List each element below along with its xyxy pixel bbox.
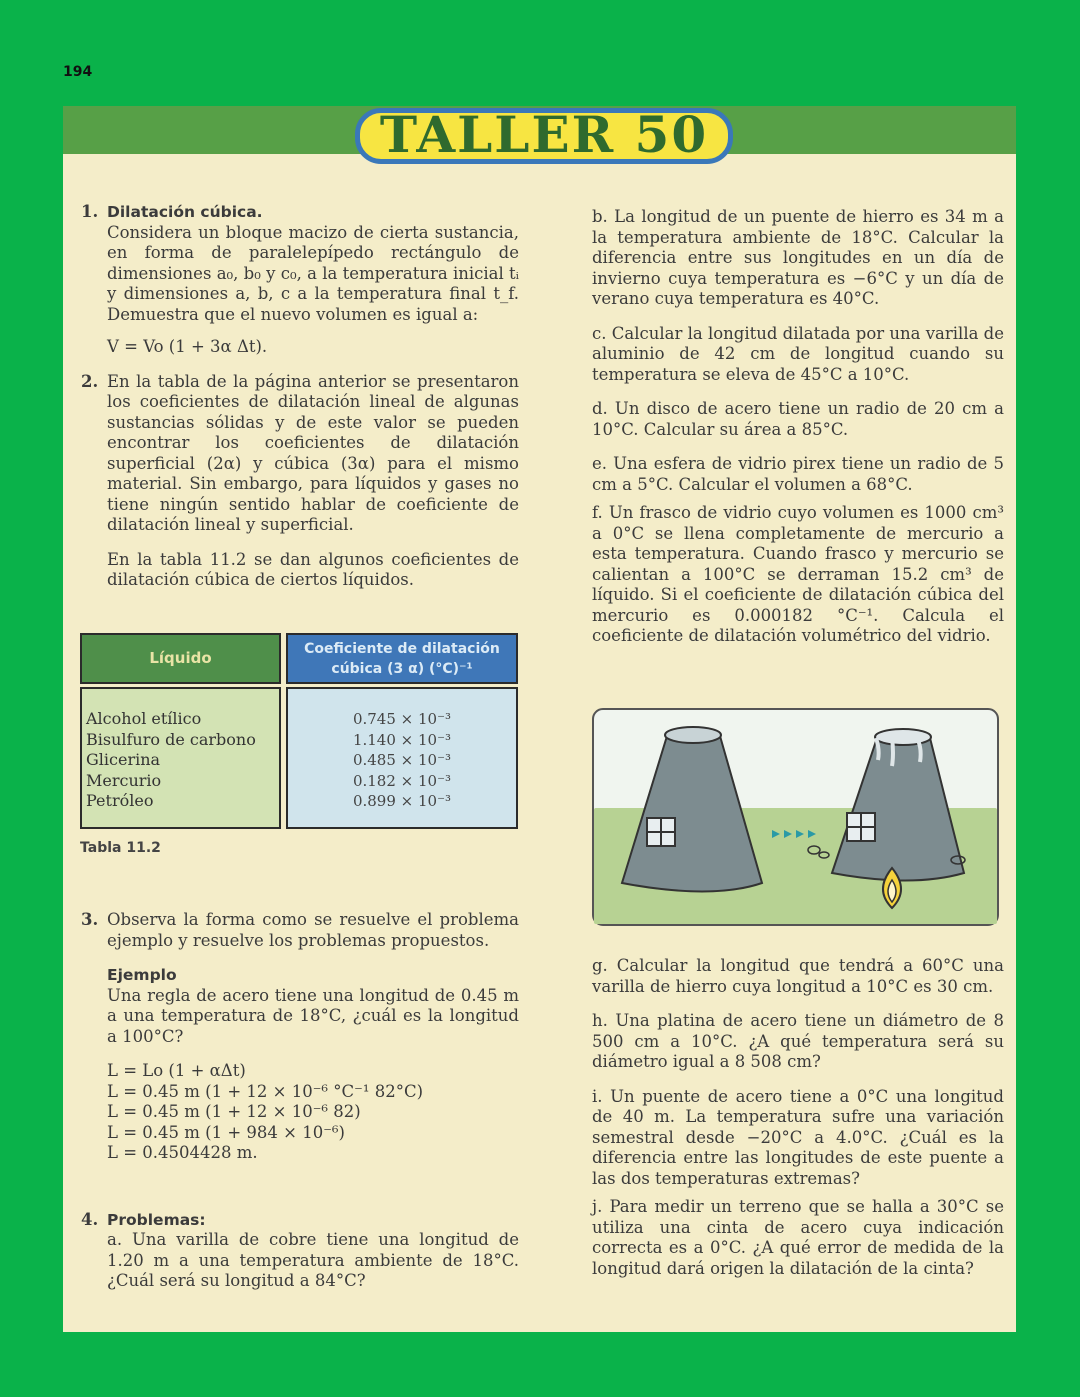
question-3 <box>81 910 519 1164</box>
table-caption: Tabla 11.2 <box>80 840 161 856</box>
flask-illustration <box>592 708 999 926</box>
calc-line: L = 0.45 m (1 + 12 × 10⁻⁶ 82) <box>107 1102 361 1121</box>
table-cell-liquid: Alcohol etílico <box>86 709 202 728</box>
worksheet <box>63 106 1016 1332</box>
example-text: Una regla de acero tiene una longitud de 0.45 m a una temperatura de 18°C, ¿cuál es la longitud a 100°C? <box>107 985 519 1046</box>
problem-b: b. La longitud de un puente de hierro es 34 m a la temperatura ambiente de 18°C. Calcular la diferencia entre sus longitudes en un día de invierno cuya temperatura es −6°C y un día de verano cuya temperatura es 40°C. <box>592 207 1004 308</box>
right-column <box>592 207 1004 647</box>
question-heading: Dilatación cúbica. <box>107 203 263 221</box>
problem-c: c. Calcular la longitud dilatada por una varilla de aluminio de 42 cm de longitud cuando su temperatura se eleva de 45°C a 10°C. <box>592 323 1005 384</box>
question-number: 2. <box>81 371 99 391</box>
question-1 <box>81 202 519 325</box>
question-number: 1. <box>81 202 99 221</box>
question-4 <box>81 1210 519 1292</box>
problem-a: a. Una varilla de cobre tiene una longitud de 1.20 m a una temperatura ambiente de 18°C. ¿Cuál será su longitud a 84°C? <box>107 1230 519 1290</box>
table-cell-liquid: Mercurio <box>86 770 162 790</box>
left-column <box>81 202 519 591</box>
question-text: En la tabla de la página anterior se presentaron los coeficientes de dilatación lineal de algunas sustancias sólidas y de este valor se pueden encontrar los coeficientes de dilatación superficial (2α) y cúbica (3α) para el mismo material. Sin embargo, para líquidos y gases no tiene ningún sentido hablar de coeficiente de dilatación lineal y superficial. <box>107 371 519 534</box>
problem-e: e. Una esfera de vidrio pirex tiene un radio de 5 cm a 5°C. Calcular el volumen a 68°C. <box>592 454 1004 494</box>
problem-h: h. Una platina de acero tiene un diámetro de 8 500 cm a 10°C. ¿A qué temperatura será su diámetro igual a 8 508 cm? <box>592 1011 1004 1071</box>
table-cell-coef: 1.140 × 10⁻³ <box>352 730 452 749</box>
table-cell-coef: 0.485 × 10⁻³ <box>352 751 452 769</box>
table-cell-coef: 0.899 × 10⁻³ <box>352 792 452 810</box>
volume-formula: V = Vo (1 + 3α Δt). <box>107 337 268 356</box>
calc-line: L = 0.45 m (1 + 12 × 10⁻⁶ °C⁻¹ 82°C) <box>107 1081 424 1101</box>
problem-g: g. Calcular la longitud que tendrá a 60°C una varilla de hierro cuya longitud a 10°C es 30 cm. <box>592 956 1004 996</box>
left-column-lower <box>81 910 519 1292</box>
table-cell-coef: 0.745 × 10⁻³ <box>352 710 452 728</box>
table-cell-liquid: Bisulfuro de carbono <box>86 729 256 749</box>
question-text: Observa la forma como se resuelve el problema ejemplo y resuelve los problemas propuestos. <box>107 910 519 950</box>
table-header-liquid: Líquido <box>80 633 281 684</box>
problem-j: j. Para medir un terreno que se halla a 30°C se utiliza una cinta de acero cuya indicación correcta es a 0°C. ¿A qué error de medida de la longitud dará origen la dilatación de la cinta? <box>592 1197 1004 1278</box>
question-heading: Problemas: <box>107 1210 206 1229</box>
example-heading: Ejemplo <box>107 966 177 984</box>
question-number: 3. <box>81 910 99 929</box>
table-cell-coef: 0.182 × 10⁻³ <box>352 771 452 790</box>
table-cell-liquid: Glicerina <box>86 750 161 769</box>
question-text: Considera un bloque macizo de cierta sustancia, en forma de paralelepípedo rectángulo de dimensiones a₀, b₀ y c₀, a la temperatura inicial tᵢ y dimensiones a, b, c a la temperatura final t_f. Demuestra que el nuevo volumen es igual a: <box>107 222 519 324</box>
question-number: 4. <box>81 1209 99 1229</box>
table-header-coef-line1: Coeficiente de dilatación <box>304 641 500 657</box>
table-header-coef <box>286 633 518 684</box>
calc-line: L = 0.45 m (1 + 984 × 10⁻⁶) <box>107 1122 345 1142</box>
table-cell-liquid: Petróleo <box>86 791 154 810</box>
table-header-coef-line2: cúbica (3 α) (°C)⁻¹ <box>331 661 473 677</box>
question-2 <box>81 372 519 591</box>
right-column-lower <box>592 956 1004 1279</box>
problem-d: d. Un disco de acero tiene un radio de 20 cm a 10°C. Calcular su área a 85°C. <box>592 399 1004 439</box>
table-liquids-column <box>80 687 281 829</box>
table-coef-column <box>286 687 518 829</box>
example-calculation <box>107 1061 519 1164</box>
coefficients-table <box>80 633 518 829</box>
page-number: 194 <box>63 64 93 80</box>
calc-line: L = Lo (1 + αΔt) <box>107 1061 246 1080</box>
page-title: TALLER 50 <box>355 108 733 164</box>
problem-i: i. Un puente de acero tiene a 0°C una longitud de 40 m. La temperatura sufre una variación semestral desde −20°C a 4.0°C. ¿Cuál es la diferencia entre las longitudes de este puente a las dos temperaturas extremas? <box>592 1086 1004 1188</box>
calc-line: L = 0.4504428 m. <box>107 1143 258 1162</box>
question-text-2: En la tabla 11.2 se dan algunos coeficientes de dilatación cúbica de ciertos líquidos. <box>107 549 519 589</box>
problem-f: f. Un frasco de vidrio cuyo volumen es 1000 cm³ a 0°C se llena completamente de mercurio a esta temperatura. Cuando frasco y mercurio se calientan a 100°C se derraman 15.2 cm³ de líquido. Si el coeficiente de dilatación cúbica del mercurio es 0.000182 °C⁻¹. Calcula el coeficiente de dilatación volumétrico del vidrio. <box>592 503 1004 645</box>
